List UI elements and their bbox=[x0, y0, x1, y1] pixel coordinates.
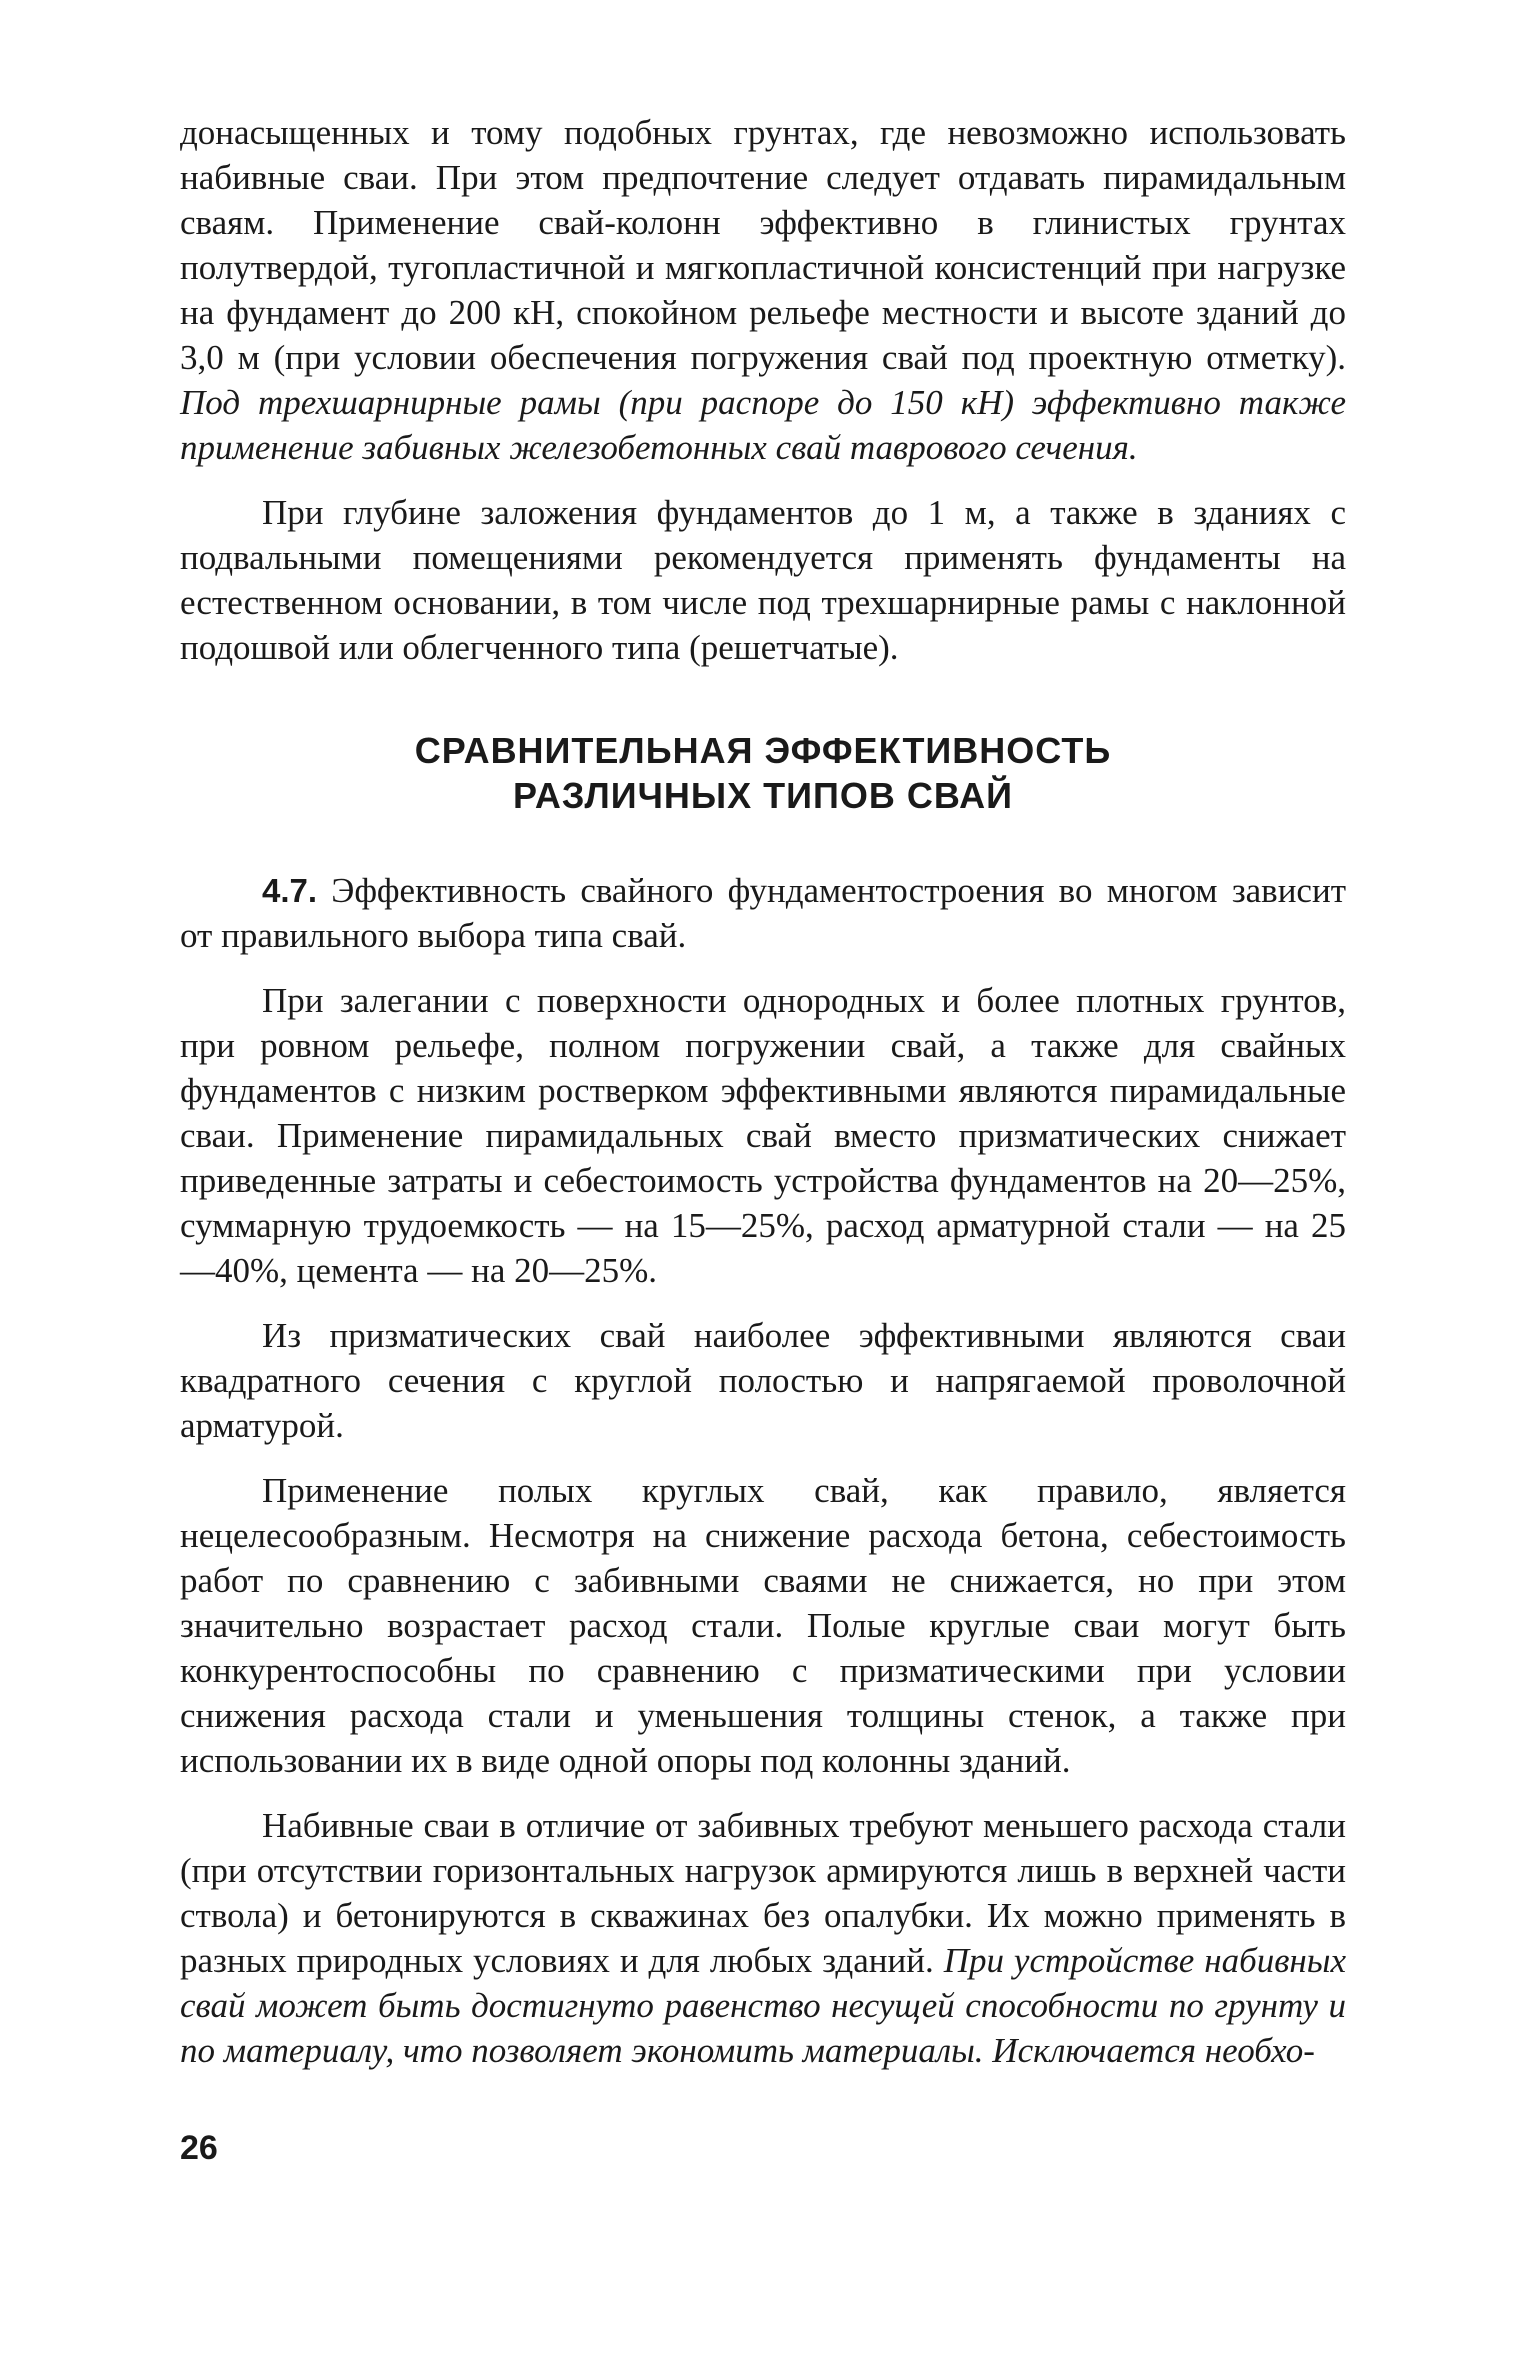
paragraph-3-text: Эффективность свайного фундаментостроения во многом зависит от правильного выбора типа свай. bbox=[180, 871, 1346, 955]
paragraph-6: Применение полых круглых свай, как правило, является нецелесообразным. Несмотря на снижение расхода бетона, себестоимость работ по сравнению с забивными сваями не снижается, но при этом значительно возрастает расход стали. Полые круглые сваи могут быть конкурентоспособны по сравнению с призматическими при условии снижения расхода стали и уменьшения толщины стенок, а также при использовании их в виде одной опоры под колонны зданий. bbox=[180, 1471, 1346, 1780]
paragraph-7-text: Набивные сваи в отличие от забивных требуют меньшего расхода стали (при отсутствии горизонтальных нагрузок армируются лишь в верхней части ствола) и бетонируются в скважинах без опалубки. Их можно применять в разных природных условиях и для любых зданий. bbox=[180, 1806, 1346, 1980]
section-heading-line-1: СРАВНИТЕЛЬНАЯ ЭФФЕКТИВНОСТЬ bbox=[414, 730, 1112, 771]
paragraph-3 bbox=[180, 868, 1346, 958]
paragraph-5: Из призматических свай наиболее эффективными являются сваи квадратного сечения с круглой полостью и напрягаемой проволочной арматурой. bbox=[180, 1316, 1346, 1445]
page-body bbox=[180, 110, 1346, 2073]
section-heading bbox=[180, 728, 1346, 818]
paragraph-1-text: донасыщенных и тому подобных грунтах, где невозможно использовать набивные сваи. При этом предпочтение следует отдавать пирамидальным сваям. Применение свай-колонн эффективно в глинистых грунтах полутвердой, тугопластичной и мягкопластичной консистенций при нагрузке на фундамент до 200 кН, спокойном рельефе местности и высоте зданий до 3,0 м (при условии обеспечения погружения свай под проектную отметку). bbox=[180, 113, 1346, 377]
paragraph-1-italic: Под трехшарнирные рамы (при распоре до 150 кН) эффективно также применение забивных железобетонных свай таврового сечения. bbox=[180, 383, 1346, 467]
paragraph-7 bbox=[180, 1803, 1346, 2073]
section-heading-line-2: РАЗЛИЧНЫХ ТИПОВ СВАЙ bbox=[512, 775, 1013, 816]
paragraph-4: При залегании с поверхности однородных и более плотных грунтов, при ровном рельефе, полном погружении свай, а также для свайных фундаментов с низким ростверком эффективными являются пирамидальные сваи. Применение пирамидальных свай вместо призматических снижает приведенные затраты и себестоимость устройства фундаментов на 20—25%, суммарную трудоемкость — на 15—25%, расход арматурной стали — на 25—40%, цемента — на 20—25%. bbox=[180, 981, 1346, 1290]
clause-number: 4.7. bbox=[262, 872, 318, 909]
paragraph-2: При глубине заложения фундаментов до 1 м, а также в зданиях с подвальными помещениями рекомендуется применять фундаменты на естественном основании, в том числе под трехшарнирные рамы с наклонной подошвой или облегченного типа (решетчатые). bbox=[180, 493, 1346, 667]
page-number: 26 bbox=[180, 2129, 218, 2167]
paragraph-7-italic: При устройстве набивных свай может быть достигнуто равенство несущей способности по грунту и по материалу, что позволяет экономить материалы. Исключается необхо- bbox=[180, 1941, 1347, 2070]
paragraph-1 bbox=[180, 110, 1346, 470]
